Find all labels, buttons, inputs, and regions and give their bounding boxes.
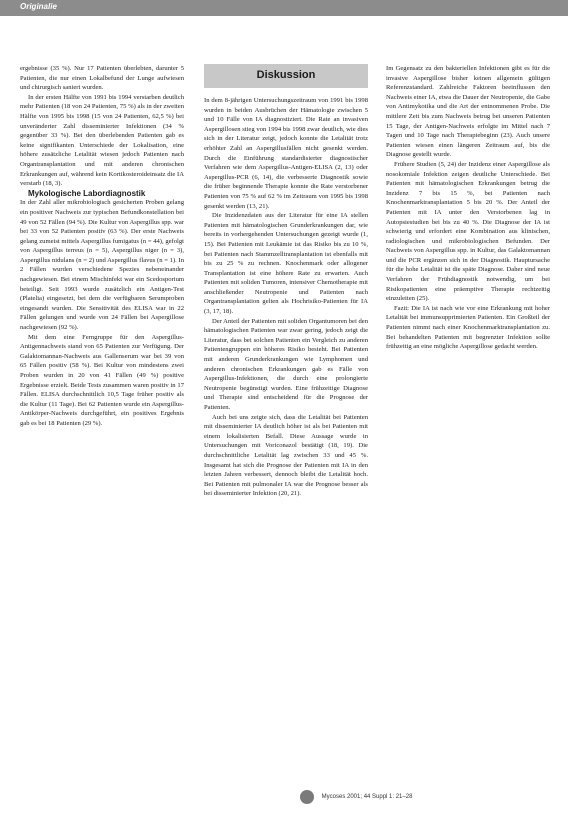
paragraph: Auch bei uns zeigte sich, dass die Letalität bei Patienten mit disseminierter IA deutlich höher ist als bei Patienten mit einem lokalisierten Befall. Diese Aussage wurde in Untersuchungen mit Voriconazol bestätigt (18, 19). Die durchschnittliche Letalität lag zwischen 33 und 45 %. Insgesamt hat sich die Prognose der Patienten mit IA in den letzten Jahren verbessert, dennoch bleibt die Letalität hoch. Bei Patienten mit pulmonaler IA war die Prognose besser als bei disseminierter Infektion (20, 21). <box>204 413 368 498</box>
journal-logo-icon <box>300 790 314 804</box>
column-2 <box>204 96 368 760</box>
paragraph: In der ersten Hälfte von 1991 bis 1994 verstarben deutlich mehr Patienten (18 von 24 Patienten, 75 %) als in der zweiten Hälfte von 1995 bis 1998 (15 von 24 Patienten, 62,5 %) bei unveränderter Zahl disseminierter Infektionen (34 % gegenüber 33 %). Bei den überlebenden Patienten gab es keine signifikanten Unterschiede der Lokalisation, eine höhere zusätzliche Letalität wiesen jedoch Patienten nach Organtransplantation und mit anderen chronischen Erkrankungen auf, während kein Kortikosteroideinsatz die IA verstarb (18, 3). <box>20 93 184 188</box>
paragraph: Mit dem eine Ferngruppe für den Aspergillus-Antigennachweis stand von 65 Patienten zur Verfügung. Der Galaktomannan-Nachweis aus Gallenserum war bei 39 von 65 Fällen positiv (58 %). Bei Kultur von mindestens zwei Proben wurden in 20 von 41 Fällen (49 %) positive Ergebnisse erzielt. Beide Tests zusammen waren positiv in 17 Fällen. ELISA durchschnittlich 10,5 Tage früher positiv als die Kultur (11 Tage). Bei 62 Patienten wurde ein Aspergillus-Antikörper-Nachweis durchgeführt, ein positives Ergebnis gab es bei 18 Patienten (29 %). <box>20 333 184 427</box>
paragraph: In dem 8-jährigen Untersuchungszeitraum von 1991 bis 1998 wurden in beiden Ausbrüchen der Hämatologie zwischen 5 und 10 Fälle von IA diagnostiziert. Die Rate an invasiven Aspergillosen stieg von 1994 bis 1998 zwar deutlich, wie dies sich in der Literatur zeigt, jedoch konnte die Letalität trotz erhöhter Zahl an Aspergillusfällen nicht gesenkt werden. Durch die Einführung standardisierter diagnostischer Verfahren wie dem Aspergillus-Antigen-ELISA (2, 13) oder Aspergillus-PCR (6, 14), die verbesserte Diagnostik sowie die früher beginnende Therapie konnte die Rate verstorbener Patienten von 75 % auf 62 % im Zeitraum von 1995 bis 1998 gesenkt werden (13, 21). <box>204 97 368 210</box>
paragraph: Die Inzidenzdaten aus der Literatur für eine IA stellen Patienten mit hämatologischen Grunderkrankungen dar, wie bereits in vorhergehenden Untersuchungen gezeigt wurde (1, 15). Bei Patienten mit Leukämie ist das Risiko bis zu 10 %, bei Patienten nach Stammzelltransplantation ist ebenfalls mit bis zu 25 % zu rechnen. Knochenmark oder allogener Transplantation ist eine höhere Rate zu erwarten. Auch Patienten mit soliden Tumoren, intensiver Chemotherapie mit anschließender Neutropenie und Patienten nach Organtransplantation gelten als Hochrisiko-Patienten für IA (3, 17, 18). <box>204 212 368 316</box>
section-label: Originalie <box>20 2 57 11</box>
footer <box>300 790 550 804</box>
column-3 <box>386 64 550 784</box>
paragraph: ergebnisse (35 %). Nur 17 Patienten überlebten, darunter 5 Patienten, die nur einen Lokalbefund der Lunge aufwiesen und chirurgisch saniert wurden. <box>20 65 184 92</box>
subsection-heading: Mykologische Labordiagnostik <box>28 188 146 198</box>
footer-citation: Mycoses 2001; 44 Suppl 1: 21–28 <box>321 794 413 800</box>
paragraph: Im Gegensatz zu den bakteriellen Infektionen gibt es für die invasive Aspergillose bisher keinen allgemein gültigen Referenzstandard. Zahlreiche Faktoren beeinflussen den Nachweis einer IA, etwa die Dauer der Neutropenie, die Gabe von Antimykotika und die Art der entnommenen Probe. Die mittlere Zeit bis zum Nachweis betrug bei unseren Patienten 15 Tage, der Antigen-Nachweis erfolgte im Mittel nach 7 Tagen und 10 Tage nach Therapiebeginn (23). Auch unsere Patienten wiesen einen längeren Zeitraum auf, bis die Diagnose gestellt wurde. <box>386 65 550 159</box>
paragraph: Der Anteil der Patienten mit soliden Organtumoren bei den hämatologischen Patienten war zwar gering, jedoch zeigt die Literatur, dass bei solchen Patienten ein Vergleich zu anderen Patientengruppen ein höheres Risiko besteht. Bei Patienten mit anderen Grunderkrankungen wie Lymphomen und anderen chronischen Erkrankungen gab es Fälle von Aspergillus-Infektionen, die durch eine prolongierte Neutropenie begünstigt wurden. Eine frühzeitige Diagnose und Therapie sind entscheidend für die Prognose der Patienten. <box>204 317 368 411</box>
paragraph: Frühere Studien (5, 24) der Inzidenz einer Aspergillose als nosokomiale Infektion zeigen deutliche Unterschiede. Bei Patienten mit hämatologischen Erkrankungen betrug die Inzidenz 7 bis 15 %, bei Patienten nach Knochenmarktransplantation 5 bis 20 %. Der Anteil der Patienten mit IA unter den Verstorbenen lag in Autopsiestudien bei bis zu 40 %. Die Diagnose der IA ist schwierig und erfordert eine Kombination aus klinischen, radiologischen und mikrobiologischen Befunden. Der Nachweis von Aspergillus spp. in Kultur, das Galaktomannan und die PCR ergänzen sich in der Diagnostik. Hauptursache für die hohe Letalität ist die späte Diagnose. Daher sind neue Verfahren der Frühdiagnostik notwendig, um bei Risikopatienten eine präemptive Therapie rechtzeitig einzuleiten (25). <box>386 160 550 303</box>
header-bar <box>0 0 568 16</box>
paragraph: In der Zahl aller mikrobiologisch gesicherten Proben gelang ein positiver Nachweis zur typischen Befundkonstellation bei 49 von 52 Fällen (94 %). Die Kultur von Aspergillus spp. war bei 33 von 52 Patienten positiv (63 %). Der erste Nachweis gelang zumeist mittels Aspergillus fumigatus (n = 44), gefolgt von Aspergillus terreus (n = 5), Aspergillus niger (n = 3), Aspergillus nidulans (n = 2) und Aspergillus flavus (n = 1). In 2 Fällen wurden verschiedene Spezies nebeneinander nachgewiesen. Bei einem Mischinfekt war ein Scedosporium beteiligt. Seit 1993 wurde zusätzlich ein Antigen-Test (Platelia) eingesetzt, bei dem die verfügbaren Serumproben eingesandt wurden. Die Sensitivität des ELISA war in 22 Fällen gelungen und wurde von 24 Fällen bei Aspergillose nachgewiesen (92 %). <box>20 199 184 332</box>
column-1 <box>20 64 184 784</box>
section-heading-box <box>204 64 368 88</box>
paragraph: Fazit: Die IA ist nach wie vor eine Erkrankung mit hoher Letalität bei immunsupprimierten Patienten. Ein Großteil der Patienten nimmt nach einer Knochenmarktransplantation zu. Bei behandelten Patienten mit begrenzter Infektion sollte frühzeitig an eine mögliche Aspergillose gedacht werden. <box>386 304 550 351</box>
section-heading: Diskussion <box>256 69 316 81</box>
